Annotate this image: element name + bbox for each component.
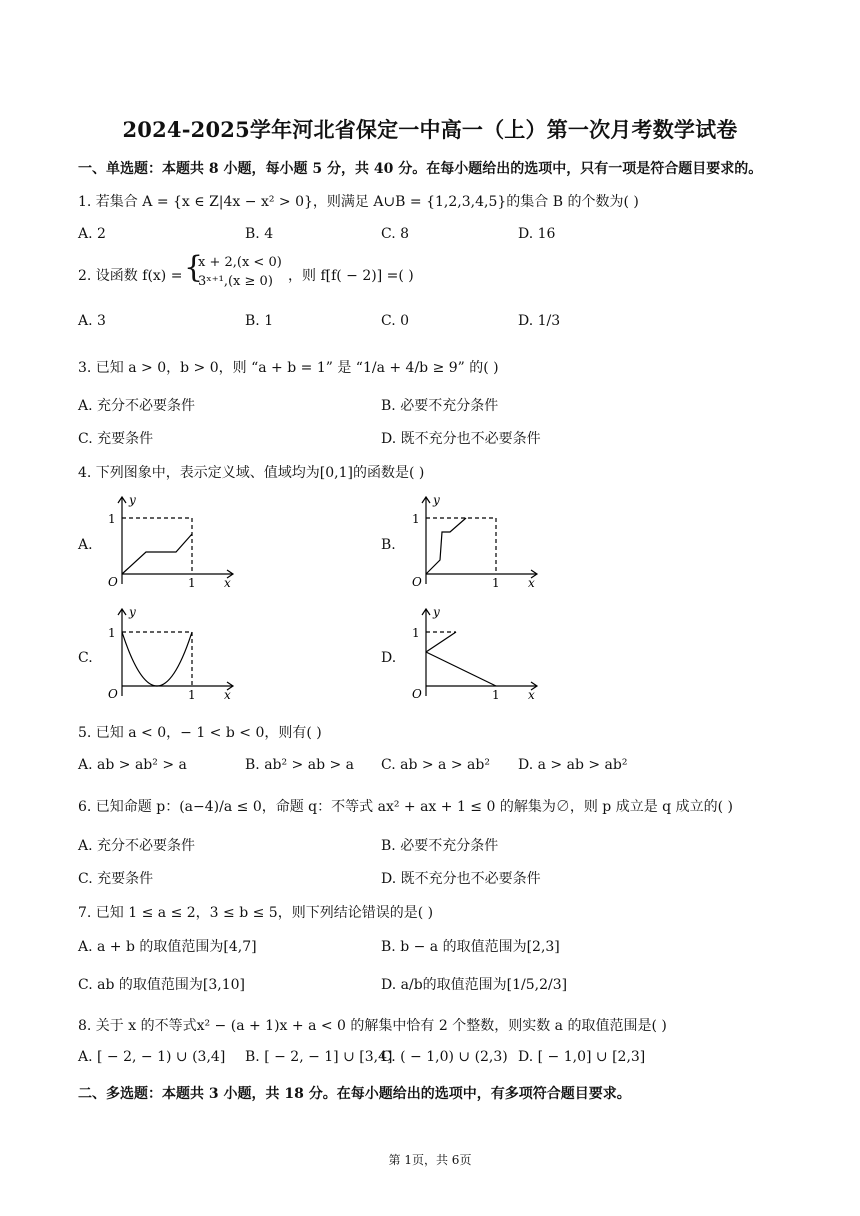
- q3-option-d: D. 既不充分也不必要条件: [381, 431, 541, 447]
- q1-option-d: D. 16: [518, 226, 556, 242]
- q5-option-c: C. ab > a > ab²: [381, 757, 490, 773]
- q8-option-b: B. [ − 2, − 1] ∪ [3,4]: [245, 1049, 393, 1065]
- q6-option-d: D. 既不充分也不必要条件: [381, 871, 541, 887]
- q4-option-c: C.: [78, 650, 93, 666]
- q3-option-a: A. 充分不必要条件: [78, 398, 196, 414]
- graph-d-y-label: y: [433, 605, 440, 619]
- graph-c-y-one: 1: [108, 626, 116, 640]
- q7-option-d: D. a/b的取值范围为[1/5,2/3]: [381, 977, 568, 993]
- graph-d-x-one: 1: [492, 688, 500, 702]
- graph-b: [400, 490, 550, 590]
- graph-b-y-one: 1: [412, 512, 420, 526]
- q4-option-a: A.: [78, 537, 93, 553]
- graph-a-y-one: 1: [108, 512, 116, 526]
- question-3-stem: 3. 已知 a > 0，b > 0，则 “a + b = 1” 是 “1/a + 4/b ≥ 9” 的( ): [78, 360, 499, 376]
- q5-option-d: D. a > ab > ab²: [518, 757, 628, 773]
- graph-a-origin: O: [108, 575, 118, 589]
- piecewise-brace: {: [184, 250, 204, 285]
- q4-option-b: B.: [381, 537, 396, 553]
- graph-c-y-label: y: [129, 605, 136, 619]
- piecewise-case-1: x + 2,(x < 0): [198, 255, 282, 270]
- graph-b-origin: O: [412, 575, 422, 589]
- q3-option-c: C. 充要条件: [78, 431, 154, 447]
- q5-option-a: A. ab > ab² > a: [78, 757, 187, 773]
- q7-option-a: A. a + b 的取值范围为[4,7]: [78, 939, 257, 955]
- question-6-stem: 6. 已知命题 p：(a−4)/a ≤ 0，命题 q：不等式 ax² + ax + 1 ≤ 0 的解集为∅，则 p 成立是 q 成立的( ): [78, 799, 733, 815]
- q6-option-b: B. 必要不充分条件: [381, 838, 499, 854]
- graph-c: [96, 602, 246, 702]
- question-5-stem: 5. 已知 a < 0，− 1 < b < 0，则有( ): [78, 725, 322, 741]
- q1-option-a: A. 2: [78, 226, 106, 242]
- q8-option-d: D. [ − 1,0] ∪ [2,3]: [518, 1049, 646, 1065]
- question-8-stem: 8. 关于 x 的不等式x² − (a + 1)x + a < 0 的解集中恰有 2 个整数，则实数 a 的取值范围是( ): [78, 1018, 667, 1034]
- q7-option-c: C. ab 的取值范围为[3,10]: [78, 977, 245, 993]
- q6-option-c: C. 充要条件: [78, 871, 154, 887]
- graph-c-x-one: 1: [188, 688, 196, 702]
- graph-d: [400, 602, 550, 702]
- q8-option-c: C. ( − 1,0) ∪ (2,3): [381, 1049, 508, 1065]
- graph-b-y-label: y: [433, 493, 440, 507]
- page-title: 2024-2025学年河北省保定一中高一（上）第一次月考数学试卷: [122, 117, 738, 142]
- q2-option-a: A. 3: [78, 313, 106, 329]
- question-4-stem: 4. 下列图象中，表示定义域、值域均为[0,1]的函数是( ): [78, 465, 425, 481]
- section-heading-single-choice: 一、单选题：本题共 8 小题，每小题 5 分，共 40 分。在每小题给出的选项中，只有一项是符合题目要求的。: [78, 161, 763, 177]
- graph-a: [96, 490, 246, 590]
- graph-d-y-one: 1: [412, 626, 420, 640]
- q2-option-d: D. 1/3: [518, 313, 561, 329]
- q1-option-b: B. 4: [245, 226, 274, 242]
- question-2-stem-suffix: ，则 f[f( − 2)] =( ): [288, 268, 414, 284]
- piecewise-case-2: 3ˣ⁺¹,(x ≥ 0): [198, 274, 273, 289]
- graph-c-x-label: x: [224, 688, 231, 702]
- q2-option-b: B. 1: [245, 313, 274, 329]
- graph-a-x-label: x: [224, 576, 231, 590]
- section-heading-multiple-choice: 二、多选题：本题共 3 小题，共 18 分。在每小题给出的选项中，有多项符合题目要求。: [78, 1086, 631, 1102]
- q8-option-a: A. [ − 2, − 1) ∪ (3,4]: [78, 1049, 226, 1065]
- graph-b-x-label: x: [528, 576, 535, 590]
- graph-d-origin: O: [412, 687, 422, 701]
- graph-b-x-one: 1: [492, 576, 500, 590]
- q2-option-c: C. 0: [381, 313, 410, 329]
- graph-a-y-label: y: [129, 493, 136, 507]
- q6-option-a: A. 充分不必要条件: [78, 838, 196, 854]
- q7-option-b: B. b − a 的取值范围为[2,3]: [381, 939, 560, 955]
- q5-option-b: B. ab² > ab > a: [245, 757, 355, 773]
- q1-option-c: C. 8: [381, 226, 410, 242]
- question-1-stem: 1. 若集合 A = {x ∈ Z|4x − x² > 0}，则满足 A∪B = {1,2,3,4,5}的集合 B 的个数为( ): [78, 194, 639, 210]
- graph-a-x-one: 1: [188, 576, 196, 590]
- graph-d-x-label: x: [528, 688, 535, 702]
- q3-option-b: B. 必要不充分条件: [381, 398, 499, 414]
- question-2-stem-prefix: 2. 设函数 f(x) =: [78, 268, 183, 284]
- q4-option-d: D.: [381, 650, 397, 666]
- page-footer: 第 1页，共 6页: [388, 1153, 472, 1167]
- question-7-stem: 7. 已知 1 ≤ a ≤ 2，3 ≤ b ≤ 5，则下列结论错误的是( ): [78, 905, 434, 921]
- graph-c-origin: O: [108, 687, 118, 701]
